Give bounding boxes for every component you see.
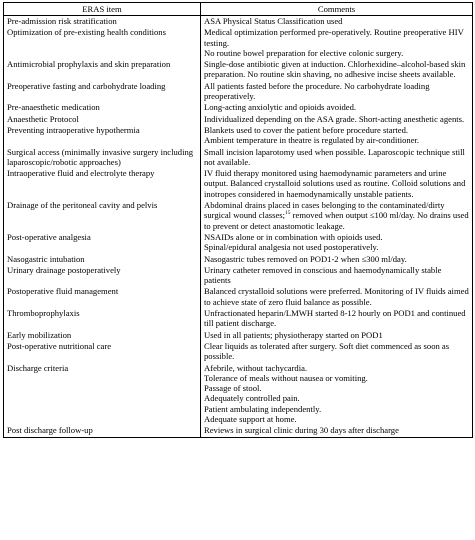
comments-cell <box>201 425 473 437</box>
eras-item-cell <box>4 27 201 59</box>
table-row <box>4 16 473 28</box>
comment-line: Urinary catheter removed in conscious and haemodynamically stable patients <box>204 264 442 286</box>
eras-item-cell <box>4 59 201 81</box>
comments-cell <box>201 265 473 287</box>
eras-item-text: Post discharge follow-up <box>7 425 93 436</box>
eras-item-cell <box>4 168 201 200</box>
comments-cell <box>201 341 473 363</box>
comment-line: Patient ambulating independently. <box>204 403 322 414</box>
table-row <box>4 341 473 363</box>
comment-line: Adequately controlled pain. <box>204 393 300 404</box>
table-row <box>4 147 473 169</box>
comments-cell <box>201 363 473 426</box>
eras-item-cell <box>4 102 201 113</box>
eras-item-text: Thromboprophylaxis <box>7 308 80 319</box>
comment-line: Spinal/epidural analgesia not used postoperatively. <box>204 242 379 253</box>
table-row <box>4 265 473 287</box>
comment-line: Afebrile, without tachycardia. <box>204 362 308 373</box>
eras-item-cell <box>4 81 201 103</box>
comment-line: All patients fasted before the procedure. No carbohydrate loading preoperatively. <box>204 80 430 102</box>
comment-line: Clear liquids as tolerated after surgery. Soft diet commenced as soon as possible. <box>204 340 450 362</box>
header-eras-item: ERAS item <box>4 3 201 16</box>
comment-line: NSAIDs alone or in combination with opioids used. <box>204 231 383 242</box>
eras-item-text: Drainage of the peritoneal cavity and pelvis <box>7 200 158 211</box>
comments-cell <box>201 232 473 254</box>
eras-item-text: Preoperative fasting and carbohydrate loading <box>7 80 166 91</box>
eras-item-text: Optimization of pre-existing health conditions <box>7 27 166 38</box>
table-row <box>4 168 473 200</box>
eras-item-text: Nasogastric intubation <box>7 253 85 264</box>
header-comments: Comments <box>201 3 473 16</box>
eras-item-text: Post-operative analgesia <box>7 231 91 242</box>
comments-cell <box>201 125 473 147</box>
comments-cell <box>201 147 473 169</box>
table-row <box>4 425 473 437</box>
eras-item-text: Post-operative nutritional care <box>7 340 112 351</box>
comment-line: Long-acting anxiolytic and opioids avoided. <box>204 102 357 113</box>
comment-line: Individualized depending on the ASA grade. Short-acting anesthetic agents. <box>204 113 465 124</box>
table-row <box>4 200 473 232</box>
comment-line: Adequate support at home. <box>204 413 297 424</box>
eras-item-cell <box>4 125 201 147</box>
eras-item-cell <box>4 286 201 308</box>
eras-item-text: Discharge criteria <box>7 362 69 373</box>
comments-cell <box>201 81 473 103</box>
table-row <box>4 125 473 147</box>
eras-item-text: Pre-admission risk stratification <box>7 16 117 26</box>
comment-line: Small incision laparotomy used when possible. Laparoscopic technique still not available. <box>204 146 465 167</box>
comment-line: Medical optimization performed pre-operatively. Routine preoperative HIV testing. <box>204 27 464 48</box>
comments-cell <box>201 27 473 59</box>
comment-line: No routine bowel preparation for elective colonic surgery. <box>204 47 404 58</box>
eras-item-text: Anaesthetic Protocol <box>7 113 79 124</box>
comment-line: Passage of stool. <box>204 383 262 394</box>
comments-cell <box>201 330 473 341</box>
eras-item-cell <box>4 341 201 363</box>
comments-cell <box>201 254 473 265</box>
comments-cell <box>201 200 473 232</box>
comment-line: IV fluid therapy monitored using haemodynamic parameters and urine output. Balanced crystalloid solutions used as routine. Colloid solutions and inotropes considered in haemodynamically unstable patients. <box>204 168 466 199</box>
eras-item-text: Postoperative fluid management <box>7 286 119 297</box>
table-row <box>4 81 473 103</box>
comment-line: Balanced crystalloid solutions were preferred. Monitoring of IV fluids aimed to achieve state of zero fluid balance as possible. <box>204 286 469 307</box>
comment-line: Ambient temperature in theatre is regulated by air-conditioner. <box>204 135 420 146</box>
table-row <box>4 232 473 254</box>
eras-item-text: Antimicrobial prophylaxis and skin preparation <box>7 59 171 70</box>
comments-cell <box>201 168 473 200</box>
eras-item-text: Surgical access (minimally invasive surgery including laparoscopic/robotic approaches) <box>7 146 194 167</box>
comments-cell <box>201 114 473 125</box>
comment-line: Unfractionated heparin/LMWH started 8-12 hourly on POD1 and continued till patient discharge. <box>204 308 466 329</box>
eras-item-cell <box>4 363 201 426</box>
comments-cell <box>201 308 473 330</box>
comment-line: Tolerance of meals without nausea or vomiting. <box>204 372 368 383</box>
eras-item-cell <box>4 265 201 287</box>
table-body <box>4 16 473 438</box>
comment-line: Used in all patients; physiotherapy started on POD1 <box>204 329 383 340</box>
table-row <box>4 114 473 125</box>
comment-line: Reviews in surgical clinic during 30 days after discharge <box>204 425 399 436</box>
table-row <box>4 330 473 341</box>
comment-line: Nasogastric tubes removed on POD1-2 when ≤300 ml/day. <box>204 253 407 264</box>
comment-text: removed when output ≤100 ml/day. No drains used to prevent or detect anastomotic leakage. <box>204 210 469 231</box>
eras-item-text: Pre-anaesthetic medication <box>7 102 100 113</box>
citation-superscript: 15 <box>285 210 291 217</box>
comments-cell <box>201 286 473 308</box>
eras-item-cell <box>4 425 201 437</box>
table-header-row <box>4 3 473 16</box>
eras-item-text: Preventing intraoperative hypothermia <box>7 124 140 135</box>
comments-cell <box>201 59 473 81</box>
eras-item-cell <box>4 254 201 265</box>
comments-cell <box>201 16 473 28</box>
comment-line: ASA Physical Status Classification used <box>204 16 343 26</box>
comment-line: Single-dose antibiotic given at induction. Chlorhexidine–alcohol-based skin preparation. No routine skin shaving, no adhesive incise sheets available. <box>204 59 466 80</box>
eras-item-cell <box>4 232 201 254</box>
eras-item-cell <box>4 147 201 169</box>
comment-line <box>204 200 470 231</box>
table-row <box>4 59 473 81</box>
eras-item-cell <box>4 114 201 125</box>
table-row <box>4 254 473 265</box>
comments-cell <box>201 102 473 113</box>
table-row <box>4 308 473 330</box>
table-row <box>4 286 473 308</box>
table-row <box>4 102 473 113</box>
eras-item-text: Early mobilization <box>7 329 72 340</box>
table-row <box>4 27 473 59</box>
eras-item-cell <box>4 200 201 232</box>
eras-item-text: Urinary drainage postoperatively <box>7 264 121 275</box>
table-row <box>4 363 473 426</box>
eras-table <box>3 2 473 438</box>
comment-text: Abdominal drains placed in cases belonging to the contaminated/dirty surgical wound classes; <box>204 200 445 221</box>
eras-item-text: Intraoperative fluid and electrolyte therapy <box>7 168 155 179</box>
eras-item-cell <box>4 308 201 330</box>
eras-item-cell <box>4 330 201 341</box>
comment-line: Blankets used to cover the patient before procedure started. <box>204 124 409 135</box>
eras-item-cell <box>4 16 201 28</box>
